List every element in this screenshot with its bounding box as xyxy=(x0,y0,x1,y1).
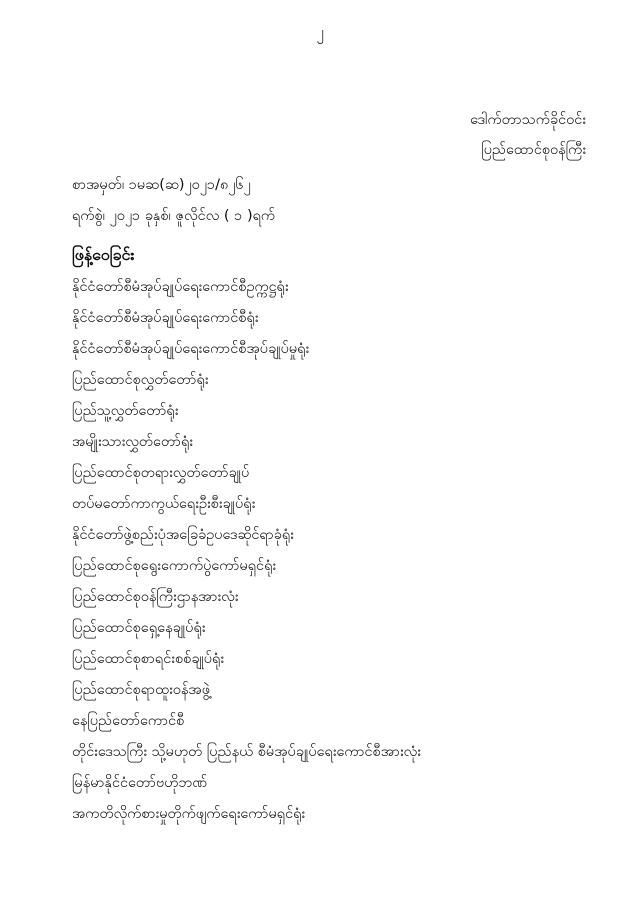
list-item: အမျိုးသားလွှတ်တော်ရုံး xyxy=(72,434,193,450)
letter-number: စာအမှတ်၊ ၁မဆ(ဆ)၂၀၂၁/၈၂၆၂ xyxy=(72,177,251,193)
signatory-name: ဒေါက်တာသက်ခိုင်ဝင်း xyxy=(470,112,586,128)
list-item: ပြည်ထောင်စုရာထူးဝန်အဖွဲ့ xyxy=(72,682,211,698)
list-item: နိုင်ငံတော်စီမံအုပ်ချုပ်ရေးကောင်စီအုပ်ချုပ်မှုရုံး xyxy=(72,341,310,357)
list-item: တိုင်းဒေသကြီး သို့မဟုတ် ပြည်နယ် စီမံအုပ်ချုပ်ရေးကောင်စီအားလုံး xyxy=(72,744,421,760)
list-item: နိုင်ငံတော်ဖွဲ့စည်းပုံအခြေခံဥပဒေဆိုင်ရာခုံရုံး xyxy=(72,527,294,543)
list-item: အကတိလိုက်စားမှုတိုက်ဖျက်ရေးကော်မရှင်ရုံး xyxy=(72,806,306,822)
letter-date: ရက်စွဲ၊ ၂၀၂၁ ခုနှစ်၊ ဇူလိုင်လ ( ၁ )ရက် xyxy=(72,208,276,224)
list-item: နိုင်ငံတော်စီမံအုပ်ချုပ်ရေးကောင်စီဥက္ကဋ္ဌရုံး xyxy=(72,279,289,295)
list-item: မြန်မာနိုင်ငံတော်ဗဟိုဘဏ် xyxy=(72,775,208,791)
list-item: ပြည်သူ့လွှတ်တော်ရုံး xyxy=(72,403,179,419)
list-item: ပြည်ထောင်စုရှေ့နေချုပ်ရုံး xyxy=(72,620,206,636)
list-item: ပြည်ထောင်စုတရားလွှတ်တော်ချုပ် xyxy=(72,465,250,481)
list-item: ပြည်ထောင်စုစာရင်းစစ်ချုပ်ရုံး xyxy=(72,651,225,667)
list-item: နေပြည်တော်ကောင်စီ xyxy=(72,713,185,729)
page-number: ၂ xyxy=(316,23,324,41)
list-item: နိုင်ငံတော်စီမံအုပ်ချုပ်ရေးကောင်စီရုံး xyxy=(72,310,259,326)
list-item: တပ်မတော်ကာကွယ်ရေးဦးစီးချုပ်ရုံး xyxy=(72,496,256,512)
list-item: ပြည်ထောင်စုဝန်ကြီးဌာနအားလုံး xyxy=(72,589,239,605)
distribution-list xyxy=(72,272,612,830)
distribution-heading: ဖြန့်ဝေခြင်း xyxy=(72,245,135,264)
list-item: ပြည်ထောင်စုလွှတ်တော်ရုံး xyxy=(72,372,209,388)
signature-block xyxy=(470,105,586,165)
document-body xyxy=(72,170,612,830)
signatory-title: ပြည်ထောင်စုဝန်ကြီး xyxy=(481,142,586,158)
list-item: ပြည်ထောင်စုရွေးကောက်ပွဲကော်မရှင်ရုံး xyxy=(72,558,277,574)
